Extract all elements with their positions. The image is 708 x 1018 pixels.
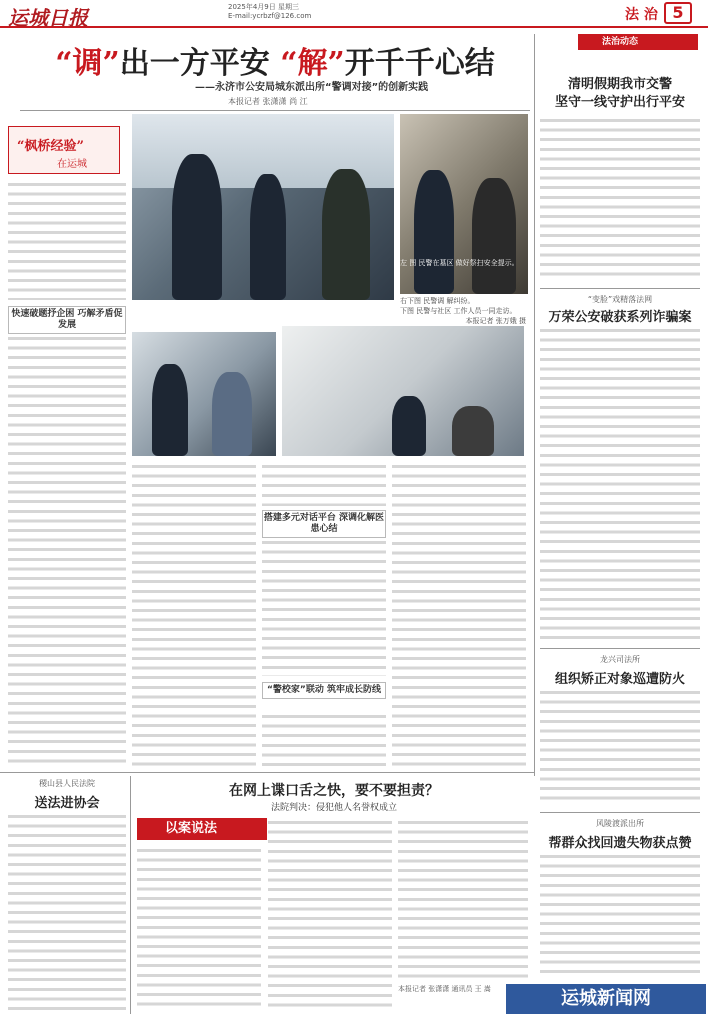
- citizen-figure: [212, 372, 252, 456]
- column-rule: [534, 34, 535, 776]
- legal-news-label: 法治动态: [578, 34, 698, 50]
- subsection-2: 搭建多元对话平台 深调化解医患心结: [262, 510, 386, 538]
- article-tag: “变脸”戏精落法网: [587, 295, 653, 304]
- caption-left: 左 图 民警在墓区 做好祭扫安全提示。: [400, 259, 519, 267]
- photo-credit: 本报记者 张万娥 摄: [465, 317, 526, 325]
- article-tag: 稷山县人民法院: [39, 779, 95, 788]
- citizen-figure: [452, 406, 494, 456]
- police-figure: [172, 154, 222, 300]
- divider: [0, 772, 534, 773]
- article-tag: 风陵渡派出所: [596, 819, 644, 828]
- right-headline-4[interactable]: 帮群众找回遗失物获点赞: [548, 836, 692, 851]
- headline-line: 清明假期我市交警: [567, 77, 672, 92]
- bottom-main-headline[interactable]: 在网上谍口舌之快，要不要担责？: [229, 783, 439, 799]
- page-number: 5: [664, 2, 692, 24]
- masthead: [0, 0, 708, 28]
- divider: [20, 110, 530, 111]
- watermark: 运城新闻网: [506, 984, 706, 1014]
- subsection-3: “警校家”联动 筑牢成长防线: [262, 682, 386, 699]
- article-text: [398, 818, 528, 978]
- newspaper-logo: 运城日报: [8, 6, 88, 30]
- lead-byline: 本报记者 张潇潇 尚 江: [228, 97, 308, 106]
- article-tag: 龙兴司法所: [600, 655, 640, 664]
- headline-post: 开千千心结: [344, 46, 495, 81]
- photo-caption: [400, 258, 526, 268]
- bottom-left-headline[interactable]: 送法进协会: [34, 796, 100, 811]
- article-text: [540, 326, 700, 642]
- divider: [540, 648, 700, 649]
- article-text: [262, 538, 386, 676]
- caption-right: 右下图 民警调 解纠纷。: [400, 297, 475, 305]
- article-text: [268, 818, 392, 1012]
- police-figure: [152, 364, 188, 456]
- lead-headline[interactable]: [20, 38, 530, 82]
- column-rule: [130, 776, 131, 1014]
- citizen-figure: [472, 178, 516, 294]
- article-text: [8, 812, 126, 1012]
- right-headline-2[interactable]: 万荣公安破获系列诈骗案: [548, 310, 692, 325]
- lead-subhead: ——永济市公安局城东派出所“警调对接”的创新实践: [195, 82, 429, 93]
- badge-title: “枫桥经验”: [17, 139, 84, 154]
- article-text: [262, 712, 386, 766]
- case-law-label: 以案说法: [137, 818, 267, 840]
- headline-mid: 出一方平安: [119, 46, 281, 81]
- police-figure: [250, 174, 286, 300]
- caption-bottom: 下图 民警与社区 工作人员一同走访。: [400, 307, 517, 315]
- right-headline-3[interactable]: 组织矫正对象巡遭防火: [554, 672, 685, 687]
- police-figure: [392, 396, 426, 456]
- article-text: [137, 846, 261, 1012]
- bottom-subhead: 法院判决：侵犯他人名誉权成立: [270, 803, 397, 813]
- issue-date: 2025年4月9日 星期三: [228, 3, 299, 11]
- article-text: [132, 462, 256, 766]
- right-headline-1[interactable]: [540, 76, 700, 112]
- bottom-byline: 本报记者 张潇潇 通讯员 王 嵩: [398, 985, 491, 993]
- issue-info: [228, 3, 378, 21]
- headline-line: 坚守一线守护出行平安: [554, 95, 685, 110]
- police-figure: [414, 170, 454, 294]
- article-text: [540, 688, 700, 804]
- badge-subtitle: 在运城: [57, 159, 87, 170]
- article-text: [392, 462, 526, 766]
- caption-block: [400, 296, 526, 326]
- photo-office[interactable]: [282, 326, 524, 456]
- article-text: [8, 180, 126, 300]
- citizen-figure: [322, 169, 370, 300]
- lead-photo-graveyard[interactable]: [132, 114, 394, 300]
- headline-quote-1: “调”: [55, 46, 120, 81]
- article-text: [540, 852, 700, 980]
- subsection-1: 快速破题抒企困 巧解矛盾促发展: [8, 306, 126, 334]
- photo-community-visit[interactable]: [132, 332, 276, 456]
- headline-quote-2: “解”: [280, 46, 345, 81]
- issue-email: E-mail:ycrbzf@126.com: [228, 12, 312, 20]
- fengqiao-badge: [8, 126, 120, 174]
- article-text: [8, 334, 126, 766]
- article-text: [540, 116, 700, 282]
- article-text: [262, 462, 386, 506]
- section-title: 法 治: [625, 7, 658, 23]
- divider: [540, 812, 700, 813]
- divider: [540, 288, 700, 289]
